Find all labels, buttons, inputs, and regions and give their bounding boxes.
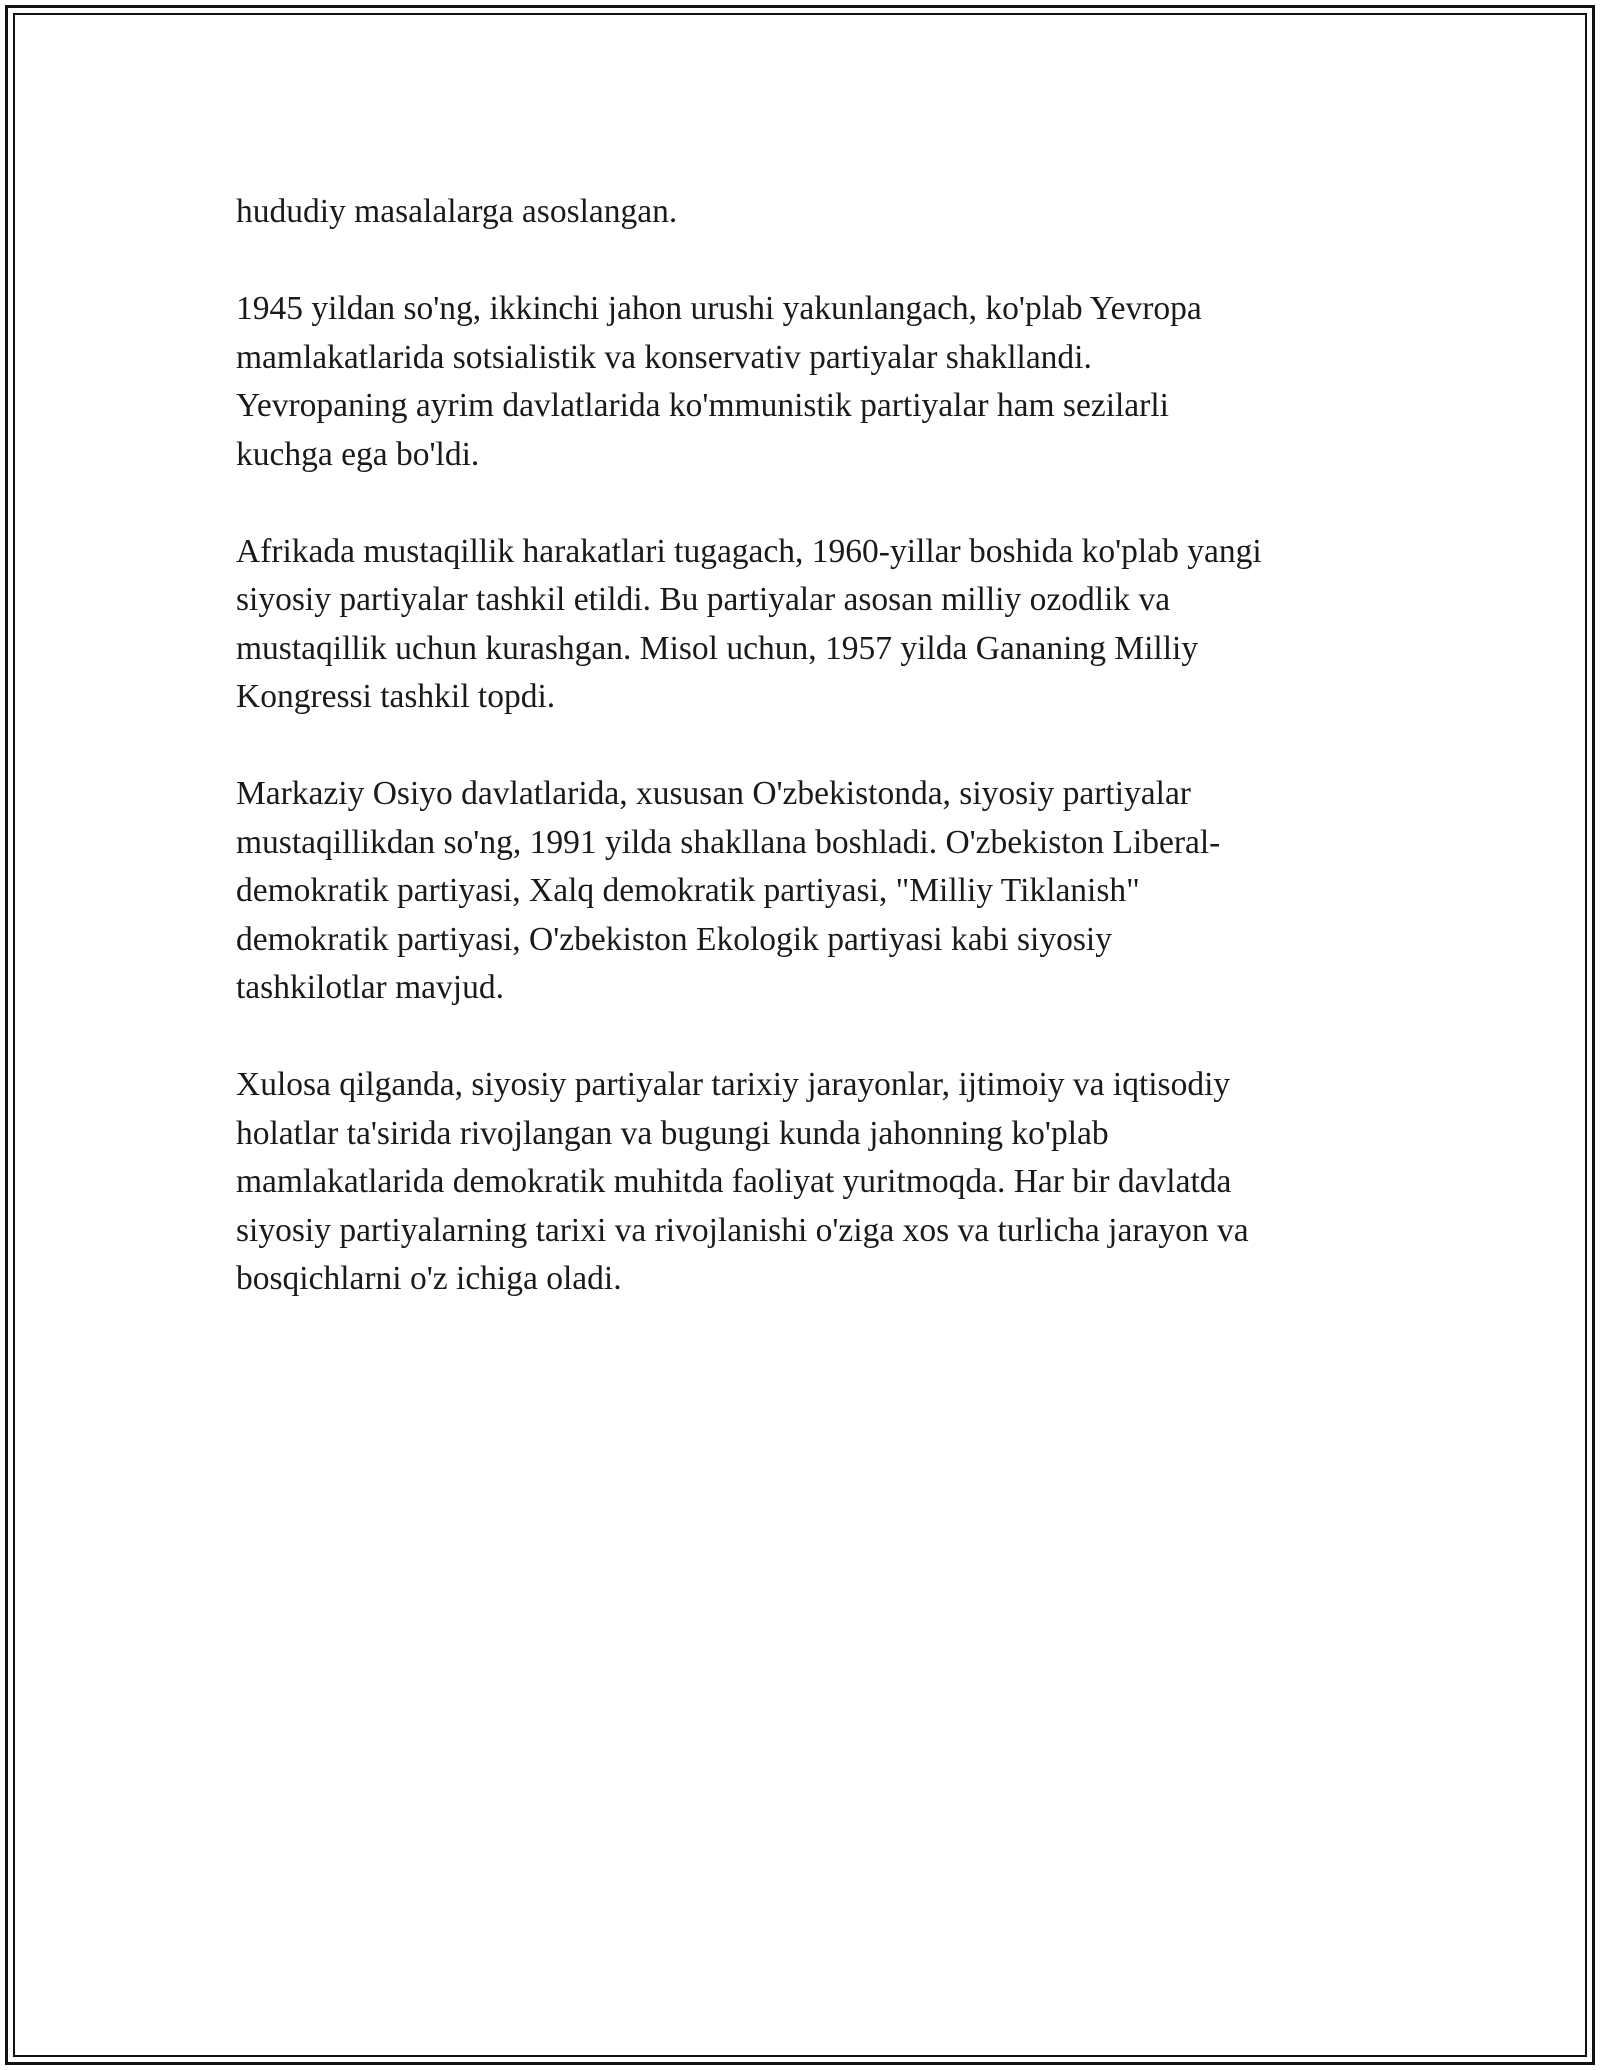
text-line: demokratik partiyasi, O'zbekiston Ekologik partiyasi kabi siyosiy: [236, 920, 1112, 958]
text-line: siyosiy partiyalarning tarixi va rivojlanishi o'ziga xos va turlicha jarayon va: [236, 1211, 1249, 1249]
paragraph-4: [236, 770, 1376, 1013]
text-line: tashkilotlar mavjud.: [236, 969, 504, 1006]
text-line: Markaziy Osiyo davlatlarida, xususan O'zbekistonda, siyosiy partiyalar: [236, 775, 1191, 812]
paragraph-2: [236, 285, 1376, 479]
text-line: mamlakatlarida demokratik muhitda faoliyat yuritmoqda. Har bir davlatda: [236, 1163, 1232, 1200]
text-line: demokratik partiyasi, Xalq demokratik partiyasi, "Milliy Tiklanish": [236, 872, 1140, 909]
text-line: Afrikada mustaqillik harakatlari tugagach, 1960-yillar boshida ko'plab yangi: [236, 532, 1262, 570]
text-line: mamlakatlarida sotsialistik va konservativ partiyalar shakllandi.: [236, 338, 1092, 376]
text-line: mustaqillikdan so'ng, 1991 yilda shakllana boshladi. O'zbekiston Liberal-: [236, 823, 1221, 861]
text-line: bosqichlarni o'z ichiga oladi.: [236, 1260, 622, 1297]
text-line: 1945 yildan so'ng, ikkinchi jahon urushi yakunlangach, ko'plab Yevropa: [236, 290, 1202, 327]
text-line: mustaqillik uchun kurashgan. Misol uchun, 1957 yilda Gananing Milliy: [236, 629, 1199, 667]
text-line: kuchga ega bo'ldi.: [236, 435, 480, 473]
text-line: Kongressi tashkil topdi.: [236, 678, 556, 715]
paragraph-3: [236, 528, 1376, 722]
text-line: holatlar ta'sirida rivojlangan va bugungi kunda jahonning ko'plab: [236, 1114, 1109, 1152]
paragraph-1: [236, 188, 1376, 237]
text-line: Xulosa qilganda, siyosiy partiyalar tarixiy jarayonlar, ijtimoiy va iqtisodiy: [236, 1066, 1231, 1103]
text-line: hududiy masalalarga asoslangan.: [236, 193, 678, 230]
document-body: [236, 188, 1376, 1352]
text-line: Yevropaning ayrim davlatlarida ko'mmunistik partiyalar ham sezilarli: [236, 387, 1169, 424]
paragraph-5: [236, 1061, 1376, 1304]
text-line: siyosiy partiyalar tashkil etildi. Bu partiyalar asosan milliy ozodlik va: [236, 581, 1171, 618]
